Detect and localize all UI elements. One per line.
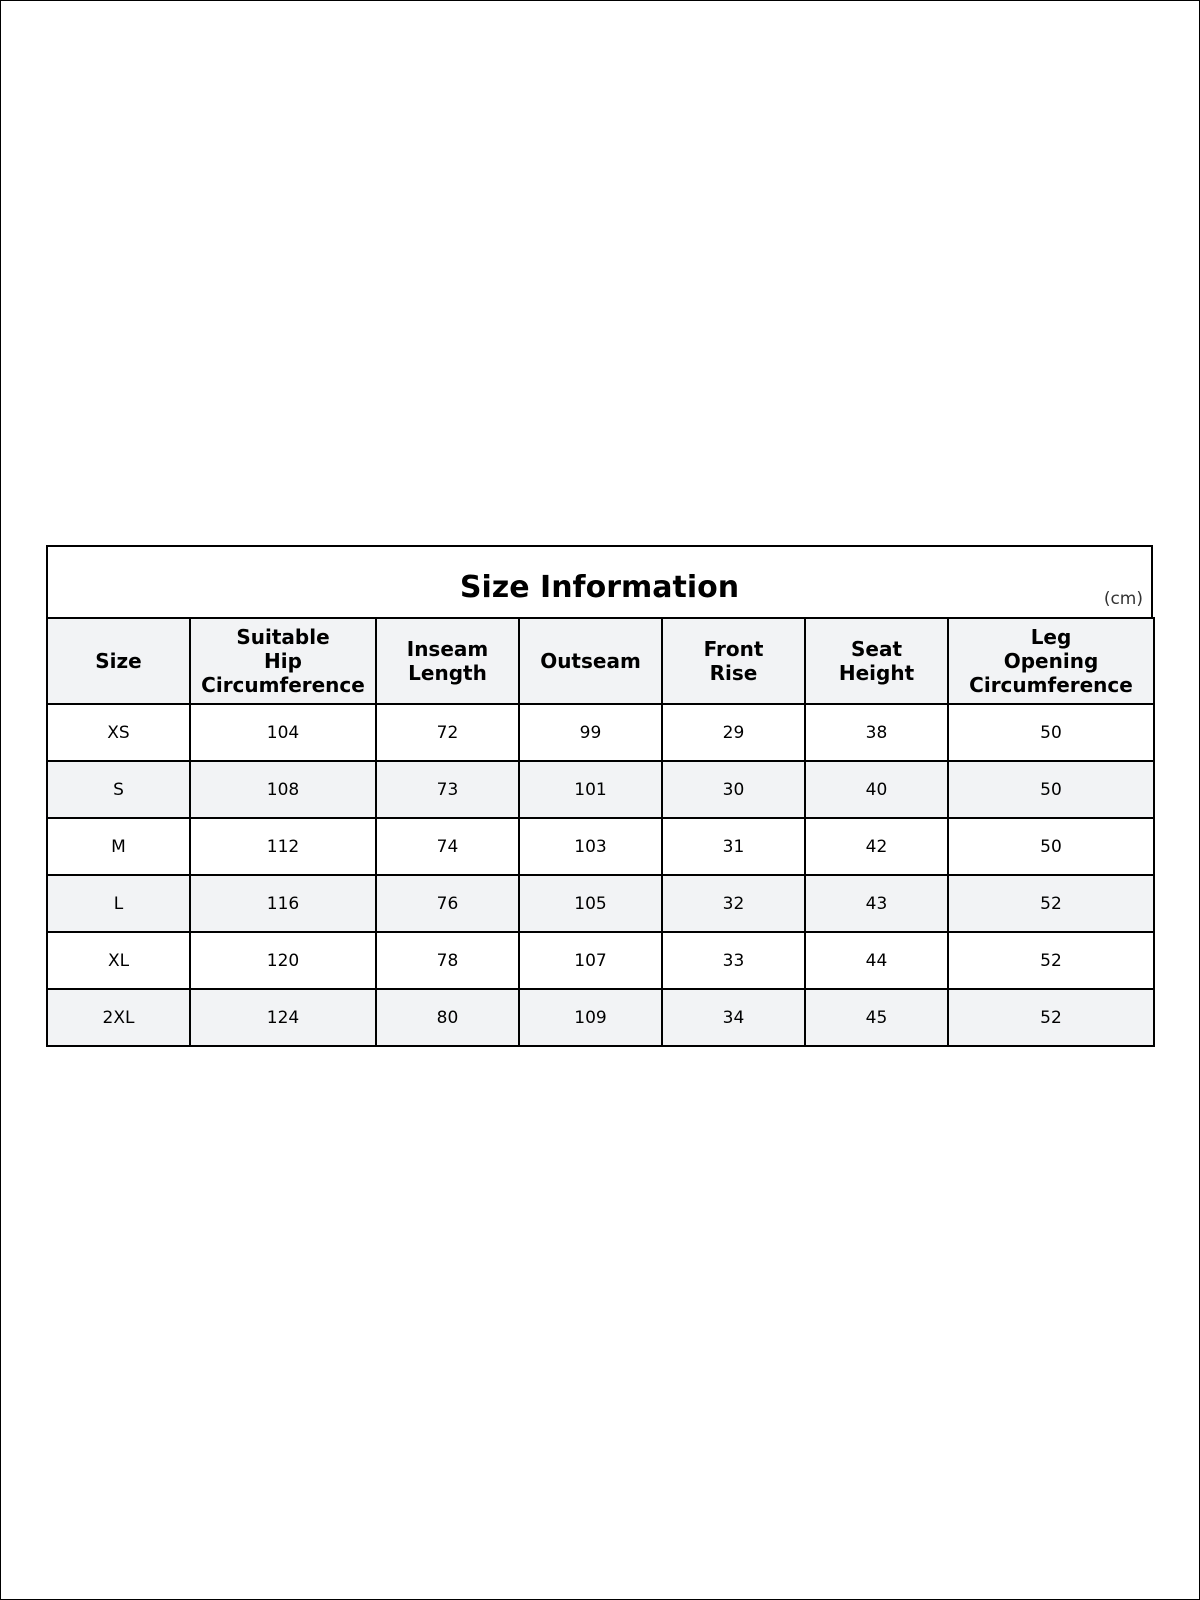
table-row — [47, 875, 1154, 932]
table-cell: L — [47, 875, 190, 932]
table-cell: 76 — [376, 875, 519, 932]
size-information-panel — [46, 545, 1153, 1047]
table-cell: 120 — [190, 932, 376, 989]
table-cell: 32 — [662, 875, 805, 932]
table-cell: XL — [47, 932, 190, 989]
table-cell: XS — [47, 704, 190, 761]
table-row — [47, 932, 1154, 989]
table-cell: 105 — [519, 875, 662, 932]
table-cell: 80 — [376, 989, 519, 1046]
table-cell: 52 — [948, 932, 1154, 989]
table-cell: 45 — [805, 989, 948, 1046]
table-cell: 29 — [662, 704, 805, 761]
table-row — [47, 989, 1154, 1046]
table-cell: 124 — [190, 989, 376, 1046]
header-row — [47, 618, 1154, 704]
column-header-outseam: Outseam — [519, 618, 662, 704]
table-cell: 30 — [662, 761, 805, 818]
table-cell: 109 — [519, 989, 662, 1046]
table-cell: 40 — [805, 761, 948, 818]
table-cell: 50 — [948, 818, 1154, 875]
table-cell: 43 — [805, 875, 948, 932]
table-cell: 107 — [519, 932, 662, 989]
table-cell: 34 — [662, 989, 805, 1046]
table-cell: 99 — [519, 704, 662, 761]
table-cell: 33 — [662, 932, 805, 989]
table-cell: 73 — [376, 761, 519, 818]
unit-label: (cm) — [1103, 589, 1143, 609]
table-cell: 116 — [190, 875, 376, 932]
table-cell: 42 — [805, 818, 948, 875]
table-cell: 101 — [519, 761, 662, 818]
table-row — [47, 704, 1154, 761]
table-row — [47, 761, 1154, 818]
table-cell: 50 — [948, 704, 1154, 761]
table-cell: 50 — [948, 761, 1154, 818]
table-cell: 2XL — [47, 989, 190, 1046]
size-table — [46, 617, 1155, 1047]
table-cell: 74 — [376, 818, 519, 875]
table-cell: S — [47, 761, 190, 818]
table-cell: 108 — [190, 761, 376, 818]
table-cell: 72 — [376, 704, 519, 761]
table-cell: 112 — [190, 818, 376, 875]
table-cell: 78 — [376, 932, 519, 989]
table-cell: 52 — [948, 989, 1154, 1046]
column-header-seat-height: Seat Height — [805, 618, 948, 704]
table-cell: 52 — [948, 875, 1154, 932]
page-title: Size Information — [459, 570, 740, 605]
column-header-leg-opening-circumference: Leg Opening Circumference — [948, 618, 1154, 704]
table-cell: 38 — [805, 704, 948, 761]
column-header-size: Size — [47, 618, 190, 704]
table-cell: 103 — [519, 818, 662, 875]
table-cell: 104 — [190, 704, 376, 761]
table-cell: M — [47, 818, 190, 875]
column-header-inseam-length: Inseam Length — [376, 618, 519, 704]
title-row — [46, 545, 1153, 617]
table-cell: 31 — [662, 818, 805, 875]
table-row — [47, 818, 1154, 875]
column-header-suitable-hip-circumference: Suitable Hip Circumference — [190, 618, 376, 704]
table-cell: 44 — [805, 932, 948, 989]
column-header-front-rise: Front Rise — [662, 618, 805, 704]
